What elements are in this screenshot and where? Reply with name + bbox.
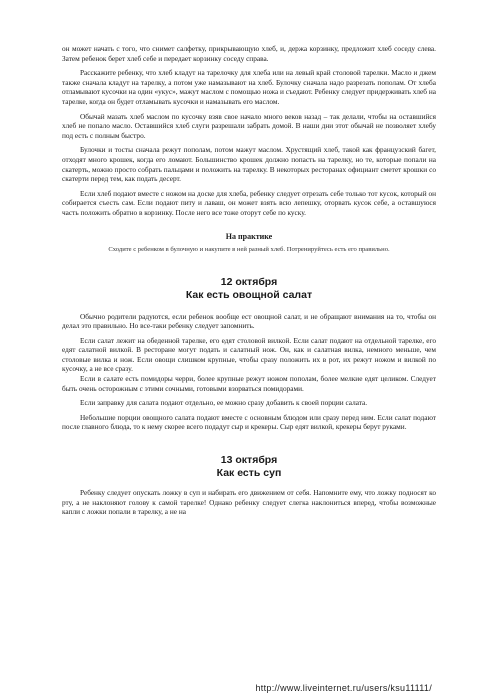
paragraph: Ребенку следует опускать ложку в суп и набирать его движением от себя. Напомните ему, что ложку подносят ко рту, а не наклоняют голову к самой тарелке! Однако ребенку следует слегка наклониться вперед, чтобы возможные капли с ложки попали в тарелку, а не на — [62, 488, 436, 517]
section-date: 13 октября — [220, 454, 278, 467]
practice-note — [62, 232, 436, 254]
paragraph: Булочки и тосты сначала режут пополам, потом мажут маслом. Хрустящий хлеб, такой как французский багет, отходят много крошек, когда его ломают. Большинство крошек должно попасть на тарелку, но те, которые попали на скатерть, можно просто собрать пальцами и положить на тарелку. В некоторых ресторанах официант сметет крошки со скатерти перед тем, как подать десерт. — [62, 145, 436, 184]
paragraph: Если хлеб подают вместе с ножом на доске для хлеба, ребенку следует отрезать себе только тот кусок, который он собирается съесть сам. Если подают питу и лаваш, он может взять всю лепешку, оторвать кусок себе, а оставшуюся часть положить обратно в корзинку. После него все тоже оторут себе по куску. — [62, 188, 436, 217]
paragraph: Если заправку для салата подают отдельно, ее можно сразу добавить к своей порции салата. — [80, 398, 368, 408]
paragraph: Небольшие порции овощного салата подают вместе с основным блюдом или сразу перед ним. Если салат подают после главного блюда, то к нему скорее всего подадут сыр и крекеры. Сыр едят вилкой, крекеры берут руками. — [62, 412, 436, 432]
paragraph: Обычай мазать хлеб маслом по кусочку взяв свое начало много веков назад – так делали, чтобы на оставшийся хлеб не попало масло. Оставшийся хлеб слуги разрешали забрать домой. В наши дни этот обычай не позволяет хлебу под есть с полным быстро. — [62, 111, 436, 140]
paragraph: он может начать с того, что снимет салфетку, прикрывающую хлеб, и, держа корзинку, предложит хлеб соседу слева. Затем ребенок берет хлеб себе и передает корзинку соседу справа. — [62, 44, 436, 63]
section-date: 12 октября — [220, 275, 278, 288]
paragraph: Если в салате есть помидоры черри, более крупные режут ножом пополам, более мелкие едят целиком. Следует быть очень осторожным с этими сочными, готовыми взорваться помидорами. — [62, 374, 436, 393]
paragraph: Если салат лежит на обеденной тарелке, его едят столовой вилкой. Если салат подают на отдельной тарелке, его едят салатной вилкой. В ресторане могут подать и салатный нож. Он, как и салатная вилка, немного меньше, чем столовые вилка и нож. Если овощи слишком крупные, чтобы сразу положить их в рот, их режут ножом и вилкой по кусочку, а не все сразу. — [62, 335, 436, 374]
note-text: Сходите с ребенком в булочную и накупите в ней разный хлеб. Потренируйтесь есть его правильно. — [108, 245, 390, 253]
section-title: Как есть овощной салат — [185, 288, 313, 301]
paragraph: Обычно родители радуются, если ребенок вообще ест овощной салат, и не обращают внимания на то, чтобы он делал это правильно. Но все-таки ребенку следует запомнить. — [62, 311, 436, 331]
source-url: http://www.liveinternet.ru/users/ksu11111/ — [255, 683, 432, 693]
section-title: Как есть суп — [216, 467, 282, 480]
note-title: На практике — [225, 231, 273, 241]
paragraph: Расскажите ребенку, что хлеб кладут на тарелочку для хлеба или на левый край столовой тарелки. Масло и джем также сначала кладут на тарелку, а потом уже намазывают на хлеб. Булочку сначала надо разрезать пополам. От хлеба отламывают кусочки на один «укус», мажут маслом с помощью ножа и съедают. Ребенку следует придерживать хлеб на тарелке, когда он будет отламывать кусочки и намазывать его маслом. — [62, 68, 436, 106]
